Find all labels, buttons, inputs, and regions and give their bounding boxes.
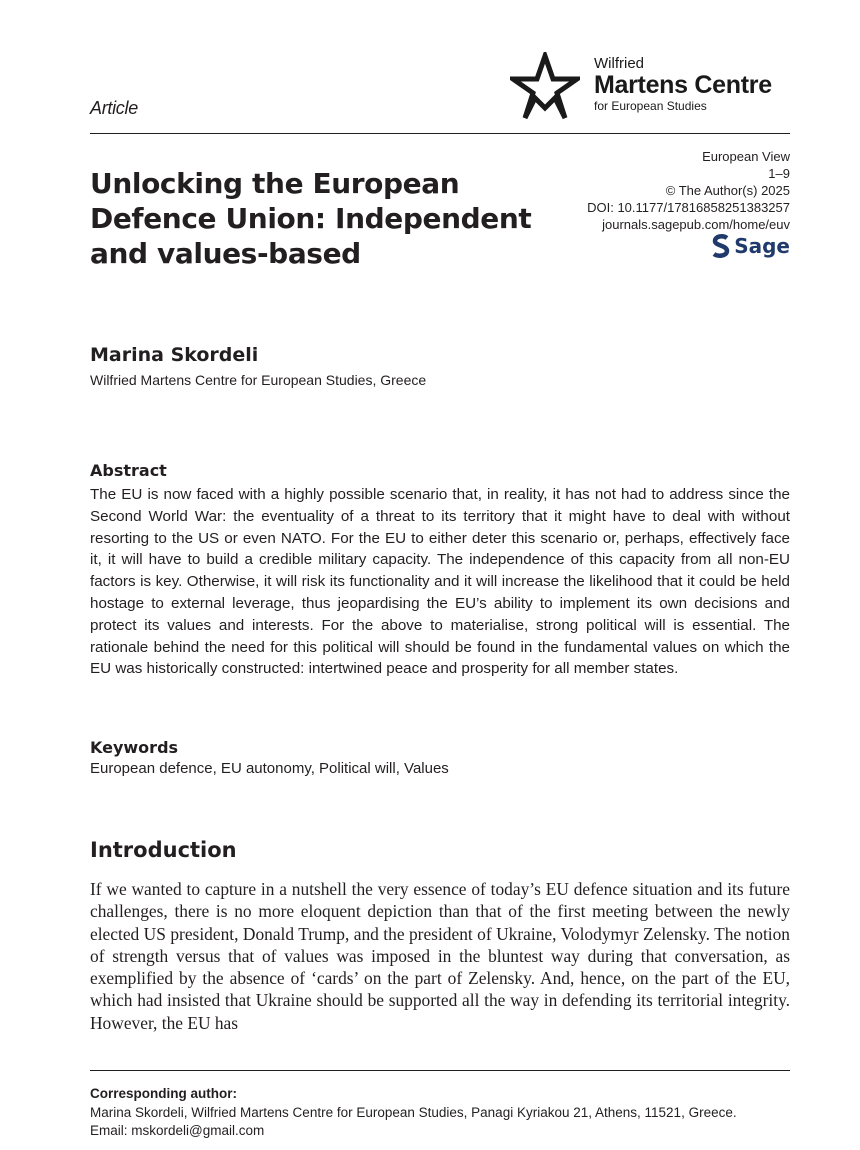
header-divider [90, 133, 790, 134]
logo-text [594, 56, 772, 114]
keywords-heading: Keywords [90, 738, 179, 757]
introduction-text: If we wanted to capture in a nutshell the very essence of today’s EU defence situation and its future challenges, there is no more eloquent depiction than that of the first meeting between the newly elected US president, Donald Trump, and the president of Ukraine, Volodymyr Zelensky. The notion of strength versus that of values was imposed in the bluntest way during that conversation, as exemplified by the absence of ‘cards’ on the part of Zelensky. And, hence, on the part of the EU, which had insisted that Ukraine should be supported all the way in defending its territorial integrity. However, the EU has [90, 879, 790, 1033]
footnote-divider [90, 1070, 790, 1071]
article-type-label: Article [90, 98, 138, 118]
logo-line-wilfried: Wilfried [594, 55, 645, 72]
journal-meta [587, 148, 790, 233]
doi[interactable]: DOI: 10.1177/17816858251383257 [587, 200, 790, 215]
sage-s-icon [712, 234, 730, 258]
sage-logo [712, 234, 790, 258]
page-range: 1–9 [768, 166, 790, 181]
corresponding-author-heading: Corresponding author: [90, 1086, 237, 1101]
logo-line-european-studies: for European Studies [594, 99, 707, 113]
abstract-text: The EU is now faced with a highly possible scenario that, in reality, it has not had to address since the Second World War: the eventuality of a threat to its territory that it might have to deal with without resorting to the US or even NATO. For the EU to either deter this scenario or, perhaps, effectively face it, it will have to build a credible military capacity. The independence of this capacity from all non-EU factors is key. Otherwise, it will risk its functionality and it will increase the likelihood that it could be held hostage to external leverage, thus jeopardising the EU’s ability to implement its own decisions and protect its values and interests. For the above to materialise, strong political will is essential. The rationale behind the need for this political will should be found in the fundamental values on which the EU was historically constructed: intertwined peace and prosperity for all member states. [90, 486, 790, 678]
copyright: © The Author(s) 2025 [665, 183, 790, 198]
corresponding-address: Marina Skordeli, Wilfried Martens Centre for European Studies, Panagi Kyriakou 21, Athens, 11521, Greece. [90, 1105, 737, 1120]
logo-line-martens-centre: Martens Centre [594, 71, 772, 99]
introduction-heading: Introduction [90, 838, 237, 862]
abstract-heading: Abstract [90, 461, 167, 480]
journal-url[interactable]: journals.sagepub.com/home/euv [602, 217, 790, 232]
star-m-icon [510, 52, 580, 122]
corresponding-email[interactable]: Email: mskordeli@gmail.com [90, 1123, 265, 1138]
author-name: Marina Skordeli [90, 344, 259, 366]
journal-name: European View [702, 149, 790, 164]
author-affiliation: Wilfried Martens Centre for European Studies, Greece [90, 372, 427, 388]
corresponding-author-details [90, 1104, 800, 1140]
sage-label: Sage [734, 234, 790, 258]
keywords-text: European defence, EU autonomy, Political will, Values [90, 760, 449, 777]
article-title: Unlocking the European Defence Union: Independent and values-based [90, 167, 532, 270]
martens-centre-logo [510, 50, 800, 125]
